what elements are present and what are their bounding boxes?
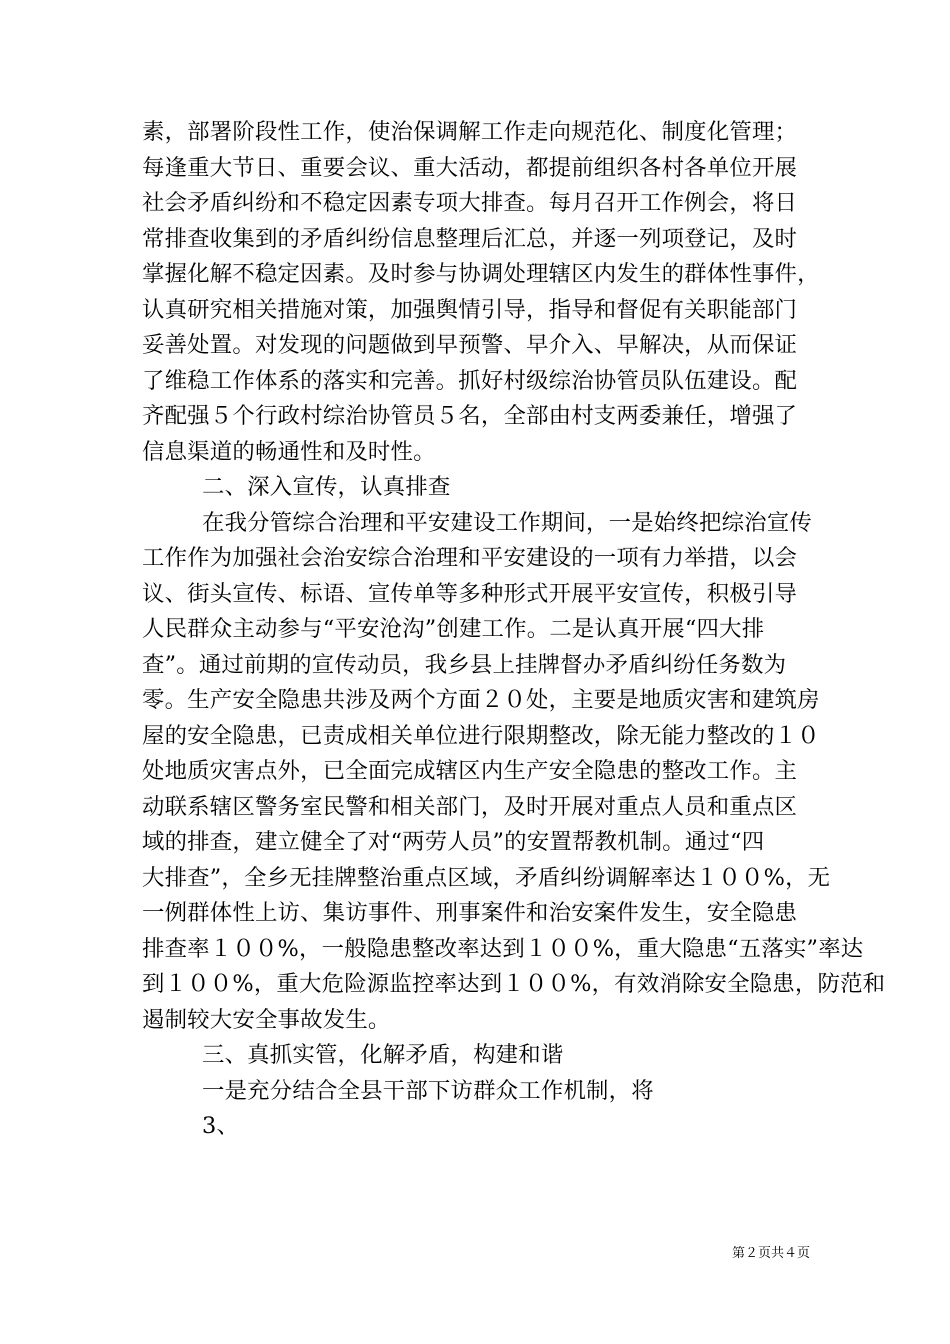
text-line: 排查率１００%，一般隐患整改率达到１００%，重大隐患“五落实”率达 — [142, 935, 864, 962]
text-line: 处地质灾害点外，已全面完成辖区内生产安全隐患的整改工作。主 — [142, 758, 798, 784]
text-line: 大排查”，全乡无挂牌整治重点区域，矛盾纠纷调解率达１００%，无 — [142, 864, 831, 891]
text-line: 常排查收集到的矛盾纠纷信息整理后汇总，并逐一列项登记，及时 — [142, 225, 798, 252]
text-line: 查”。通过前期的宣传动员，我乡县上挂牌督办矛盾纠纷任务数为 — [142, 651, 787, 678]
text-line: 齐配强５个行政村综治协管员５名，全部由村支两委兼任，增强了 — [142, 403, 798, 429]
text-line: 到１００%，重大危险源监控率达到１００%，有效消除安全隐患，防范和 — [142, 971, 886, 997]
text-line: 妥善处置。对发现的问题做到早预警、早介入、早解决，从而保证 — [142, 332, 798, 358]
text-line: 域的排查，建立健全了对“两劳人员”的安置帮教机制。通过“四 — [142, 829, 765, 855]
text-line: 动联系辖区警务室民警和相关部门，及时开展对重点人员和重点区 — [142, 793, 798, 820]
text-line: 人民群众主动参与“平安沧沟”创建工作。二是认真开展“四大排 — [142, 616, 765, 642]
text-line: 遏制较大安全事故发生。 — [142, 1006, 391, 1033]
text-line: 零。生产安全隐患共涉及两个方面２０处，主要是地质灾害和建筑房 — [142, 687, 820, 713]
text-line: 屋的安全隐患，已责成相关单位进行限期整改，除无能力整改的１０ — [142, 722, 820, 749]
text-line: 每逢重大节日、重要会议、重大活动，都提前组织各村各单位开展 — [142, 154, 798, 181]
text-line: 议、街头宣传、标语、宣传单等多种形式开展平安宣传，积极引导 — [142, 580, 798, 607]
text-line: 素，部署阶段性工作，使治保调解工作走向规范化、制度化管理； — [142, 119, 798, 145]
paragraph-first-line: 一是充分结合全县干部下访群众工作机制，将 — [202, 1077, 654, 1104]
text-line: 认真研究相关措施对策，加强舆情引导，指导和督促有关职能部门 — [142, 296, 798, 323]
text-line: 工作作为加强社会治安综合治理和平安建设的一项有力举措，以会 — [142, 545, 798, 571]
text-line: 了维稳工作体系的落实和完善。抓好村级综治协管员队伍建设。配 — [142, 367, 798, 394]
text-line: 掌握化解不稳定因素。及时参与协调处理辖区内发生的群体性事件， — [142, 261, 820, 287]
document-body — [142, 115, 886, 1145]
item-number: 3、 — [202, 1113, 240, 1139]
section-heading: 三、真抓实管，化解矛盾，构建和谐 — [202, 1042, 564, 1068]
section-heading: 二、深入宣传，认真排查 — [202, 474, 451, 500]
text-line: 信息渠道的畅通性和及时性。 — [142, 438, 436, 465]
text-line: 社会矛盾纠纷和不稳定因素专项大排查。每月召开工作例会，将日 — [142, 190, 798, 216]
text-line: 一例群体性上访、集访事件、刑事案件和治安案件发生，安全隐患 — [142, 900, 798, 926]
paragraph-first-line: 在我分管综合治理和平安建设工作期间，一是始终把综治宣传 — [202, 509, 812, 536]
page-number: 第２页共４页 — [731, 1246, 810, 1261]
